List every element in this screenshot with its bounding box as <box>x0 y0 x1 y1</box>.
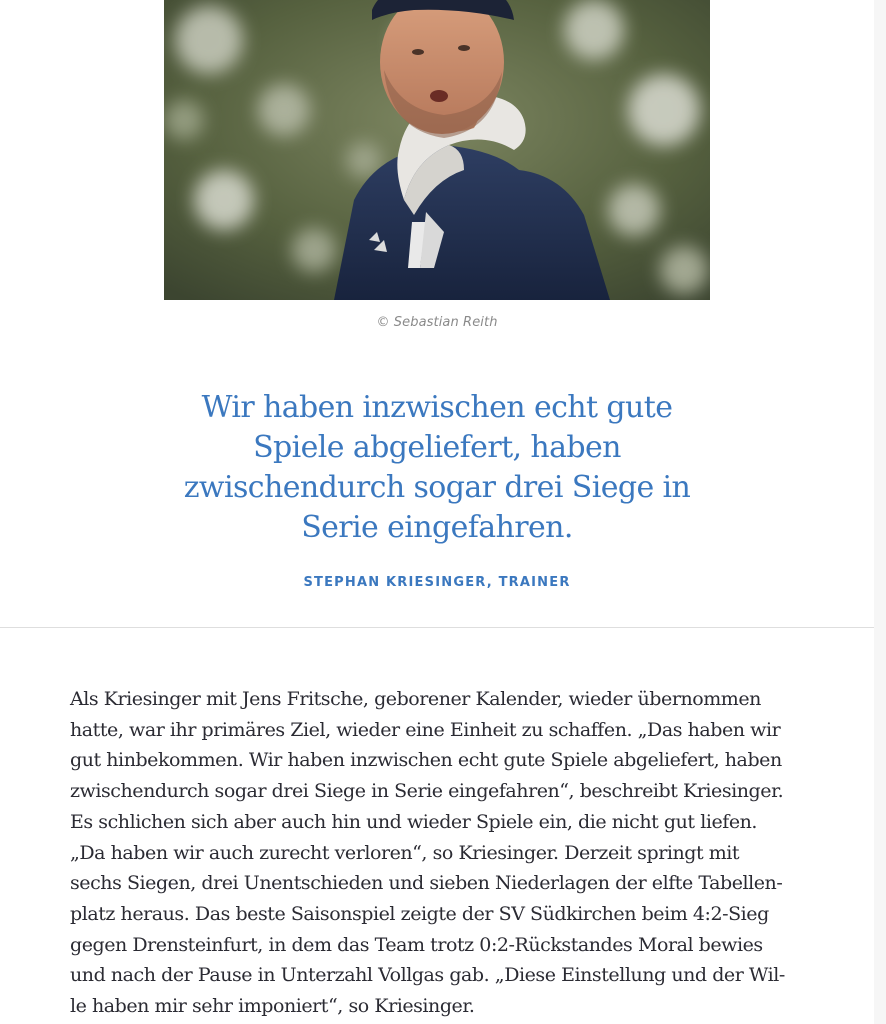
pull-quote-line: Serie eingefahren. <box>301 510 573 545</box>
pull-quote-line: Wir haben inzwischen echt gute <box>201 390 673 425</box>
article-paragraph <box>70 684 810 1022</box>
paragraph-line: hatte, war ihr primäres Ziel, wieder eine Einheit zu schaffen. „Das haben wir <box>70 718 781 741</box>
section-divider <box>0 627 874 628</box>
pull-quote-line: Spiele abgeliefert, haben <box>253 430 621 465</box>
quote-author: STEPHAN KRIESINGER, TRAINER <box>303 575 571 590</box>
paragraph-line: le haben mir sehr imponiert“, so Kriesinger. <box>70 995 475 1018</box>
paragraph-line: zwischendurch sogar drei Siege in Serie eingefahren“, beschreibt Kriesinger. <box>70 780 784 803</box>
photo-image <box>164 0 710 300</box>
paragraph-line: Als Kriesinger mit Jens Fritsche, geborener Kalender, wieder übernommen <box>70 688 761 710</box>
paragraph-line: und nach der Pause in Unterzahl Vollgas gab. „Diese Einstellung und der Wil- <box>70 964 785 987</box>
paragraph-line: „Da haben wir auch zurecht verloren“, so Kriesinger. Derzeit springt mit <box>70 841 740 864</box>
paragraph-line: sechs Siegen, drei Unentschieden und sieben Niederlagen der elfte Tabellen- <box>70 872 783 895</box>
scrollbar-track[interactable] <box>874 0 886 1024</box>
article-photo <box>164 0 710 300</box>
photo-credit: © Sebastian Reith <box>376 315 498 330</box>
pull-quote <box>140 388 734 548</box>
pull-quote-line: zwischendurch sogar drei Siege in <box>183 470 691 505</box>
paragraph-line: Es schlichen sich aber auch hin und wieder Spiele ein, die nicht gut liefen. <box>70 810 758 833</box>
paragraph-line: platz heraus. Das beste Saisonspiel zeigte der SV Südkirchen beim 4:2-Sieg <box>70 902 769 925</box>
paragraph-line: gegen Drensteinfurt, in dem das Team trotz 0:2-Rückstandes Moral bewies <box>70 933 763 956</box>
paragraph-line: gut hinbekommen. Wir haben inzwischen echt gute Spiele abgeliefert, haben <box>70 749 782 772</box>
